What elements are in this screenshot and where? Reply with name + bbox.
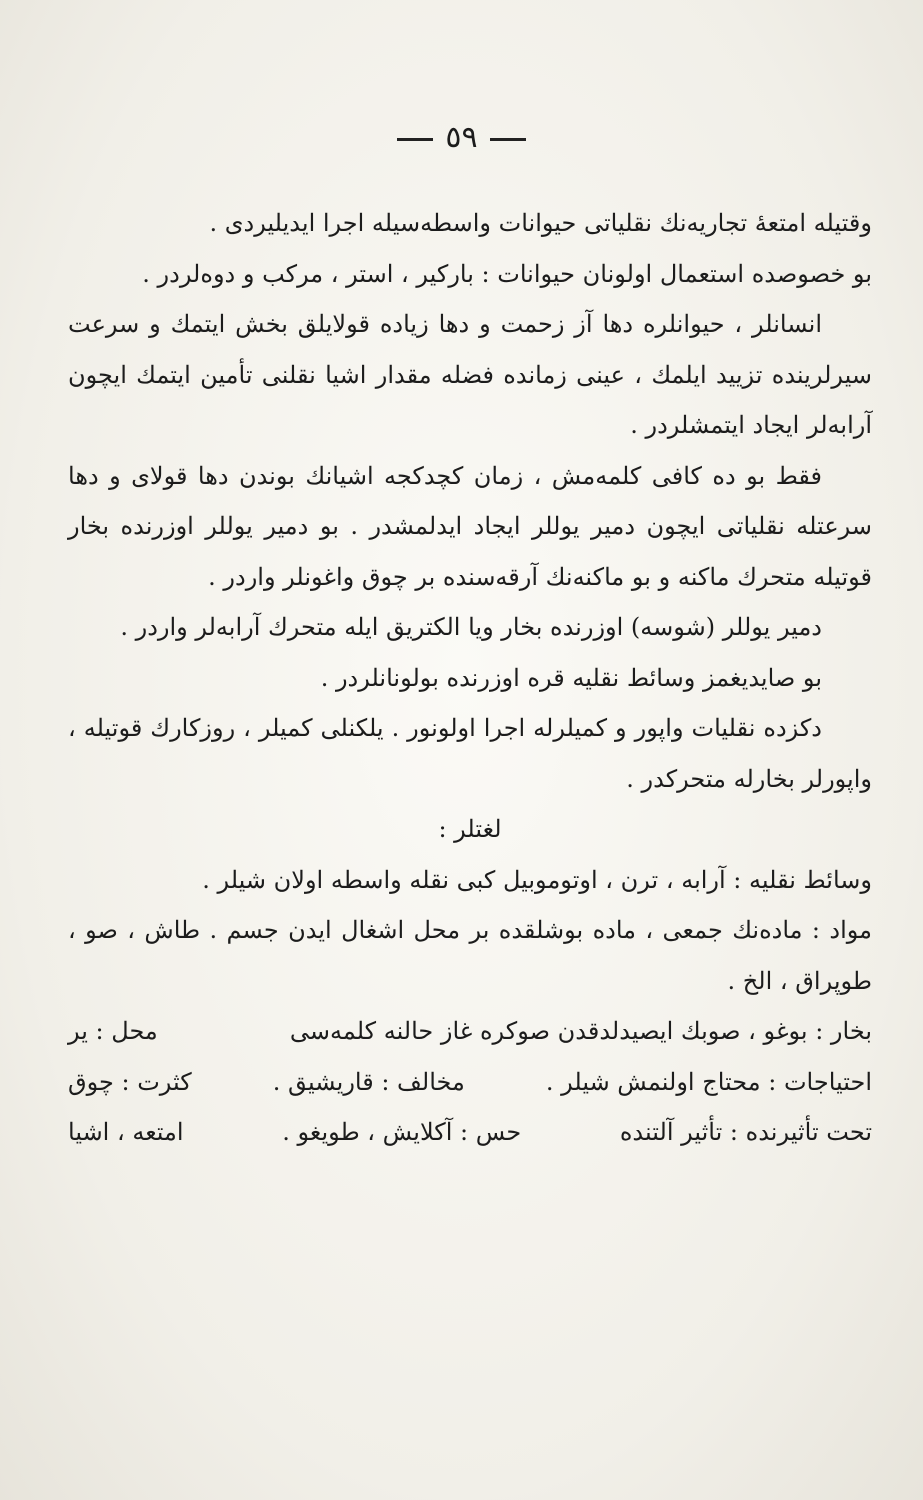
glossary-term: مخالف : قاریشیق . bbox=[272, 1067, 465, 1096]
paragraph: دکزده نقلیات واپور و کمیلرله اجرا اولونور . یلکنلی کمیلر ، روزکارك قوتیله ، واپورلر بخارله متحرکدر . bbox=[68, 714, 872, 793]
page-number bbox=[0, 120, 923, 155]
glossary-term: کثرت : چوق bbox=[68, 1067, 192, 1096]
paragraph: وقتیله امتعهٔ تجاریه‌نك نقلیاتی حیوانات واسطه‌سیله اجرا ایدیلیردی . bbox=[209, 209, 872, 237]
paragraph: بو صایدیغمز وسائط نقلیه قره اوزرنده بولونانلردر . bbox=[320, 663, 822, 692]
glossary-term: حس : آکلایش ، طویغو . bbox=[282, 1118, 522, 1146]
paragraph: فقط بو ده کافی کلمه‌مش ، زمان کچدکجه اشیانك بوندن دها قولای و دها سرعتله نقلیاتی ایچون دمیر یوللر ایجاد ایدلمشدر . بو دمیر یوللر اوزرنده بخار قوتیله متحرك ماکنه و بو ماکنه‌نك آرقه‌سنده بر چوق واغونلر واردر . bbox=[68, 461, 872, 591]
glossary-term: تحت تأثیرنده : تأثیر آلتنده bbox=[619, 1118, 872, 1146]
glossary-row bbox=[68, 1107, 872, 1158]
glossary-term: امتعه ، اشیا bbox=[68, 1118, 184, 1146]
dash-left bbox=[397, 138, 433, 141]
paragraph: بو خصوصده استعمال اولونان حیوانات : بارکیر ، استر ، مرکب و دوه‌لردر . bbox=[142, 259, 872, 288]
glossary-term: محل : یر bbox=[68, 1017, 158, 1045]
glossary-row bbox=[68, 1006, 872, 1057]
glossary-entry: وسائط نقلیه : آرابه ، ترن ، اوتوموبیل کبی نقله واسطه اولان شیلر . bbox=[202, 865, 872, 894]
dash-right bbox=[490, 138, 526, 141]
glossary-heading: لغتلر : bbox=[438, 815, 502, 843]
glossary-entry: مواد : ماده‌نك جمعی ، ماده بوشلقده بر محل اشغال ایدن جسم . طاش ، صو ، طوپراق ، الخ . bbox=[68, 916, 872, 995]
page-text bbox=[68, 198, 872, 1158]
glossary-term: بخار : بوغو ، صوبك ایصیدلدقدن صوکره غاز حالنه کلمه‌سی bbox=[289, 1017, 872, 1045]
paragraph: انسانلر ، حیوانلره دها آز زحمت و دها زیاده قولایلق بخش ایتمك و سرعت سیرلرینده تزیید ایلمك ، عینی زمانده فضله مقدار اشیا نقلنی تأمین ایتمك ایچون آرابه‌لر ایجاد ایتمشلردر . bbox=[68, 310, 872, 439]
glossary-row bbox=[68, 1057, 872, 1108]
page-number-text: ٥٩ bbox=[445, 120, 478, 155]
glossary-term: احتیاجات : محتاج اولنمش شیلر . bbox=[545, 1067, 872, 1096]
paragraph: دمیر یوللر (شوسه) اوزرنده بخار ویا الکتریق ایله متحرك آرابه‌لر واردر . bbox=[120, 613, 822, 641]
